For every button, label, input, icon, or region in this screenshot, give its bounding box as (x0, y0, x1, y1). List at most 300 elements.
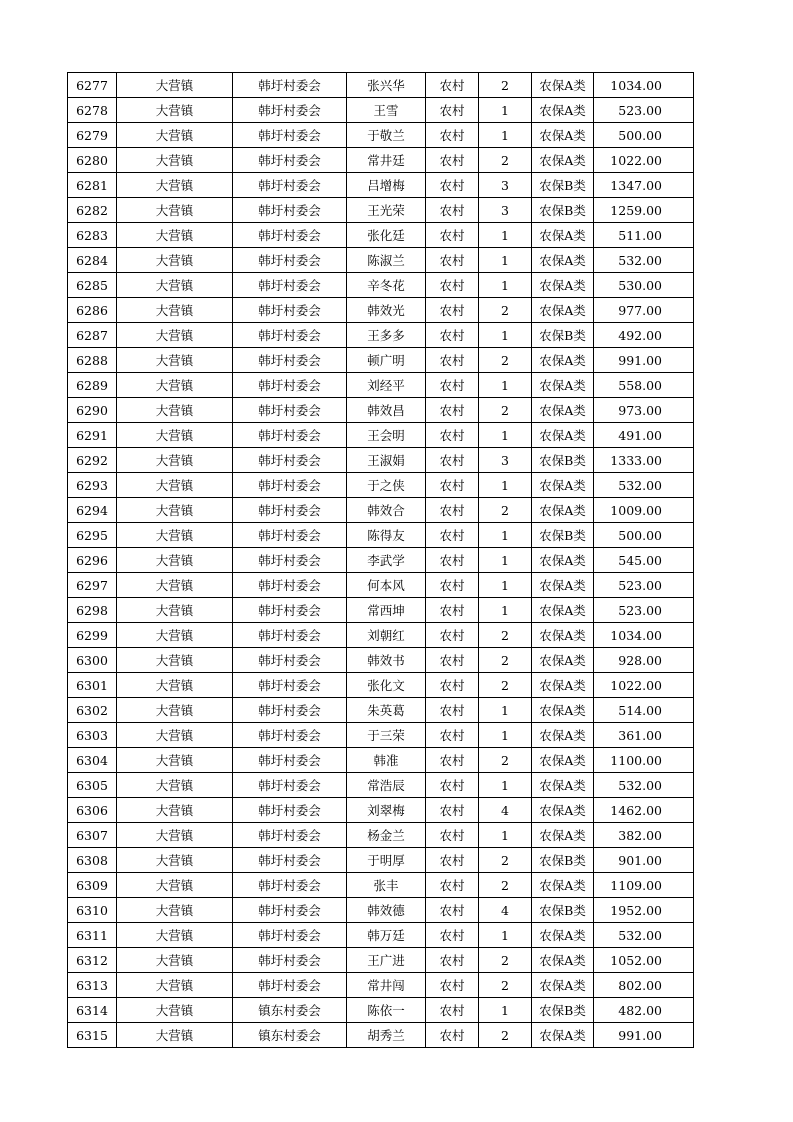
town-cell: 大营镇 (117, 223, 233, 248)
village-committee-cell: 韩圩村委会 (233, 573, 347, 598)
town-cell: 大营镇 (117, 448, 233, 473)
category-cell: 农保A类 (532, 398, 594, 423)
village-committee-cell: 韩圩村委会 (233, 873, 347, 898)
village-committee-cell: 韩圩村委会 (233, 373, 347, 398)
amount-cell: 523.00 (594, 573, 694, 598)
household-type-cell: 农村 (426, 98, 479, 123)
person-count-cell: 4 (479, 798, 532, 823)
name-cell: 辛冬花 (347, 273, 426, 298)
household-type-cell: 农村 (426, 248, 479, 273)
town-cell: 大营镇 (117, 148, 233, 173)
person-count-cell: 1 (479, 473, 532, 498)
town-cell: 大营镇 (117, 98, 233, 123)
category-cell: 农保A类 (532, 773, 594, 798)
village-committee-cell: 韩圩村委会 (233, 623, 347, 648)
category-cell: 农保A类 (532, 823, 594, 848)
name-cell: 韩效合 (347, 498, 426, 523)
name-cell: 张化廷 (347, 223, 426, 248)
row-number-cell: 6290 (68, 398, 117, 423)
table-row (68, 548, 694, 573)
amount-cell: 1347.00 (594, 173, 694, 198)
person-count-cell: 2 (479, 648, 532, 673)
household-type-cell: 农村 (426, 723, 479, 748)
row-number-cell: 6306 (68, 798, 117, 823)
household-type-cell: 农村 (426, 423, 479, 448)
row-number-cell: 6280 (68, 148, 117, 173)
household-type-cell: 农村 (426, 298, 479, 323)
category-cell: 农保B类 (532, 198, 594, 223)
village-committee-cell: 韩圩村委会 (233, 848, 347, 873)
person-count-cell: 1 (479, 423, 532, 448)
town-cell: 大营镇 (117, 273, 233, 298)
person-count-cell: 1 (479, 523, 532, 548)
name-cell: 刘经平 (347, 373, 426, 398)
name-cell: 韩效光 (347, 298, 426, 323)
household-type-cell: 农村 (426, 373, 479, 398)
town-cell: 大营镇 (117, 673, 233, 698)
town-cell: 大营镇 (117, 923, 233, 948)
amount-cell: 382.00 (594, 823, 694, 848)
person-count-cell: 1 (479, 248, 532, 273)
person-count-cell: 4 (479, 898, 532, 923)
town-cell: 大营镇 (117, 598, 233, 623)
village-committee-cell: 韩圩村委会 (233, 323, 347, 348)
row-number-cell: 6298 (68, 598, 117, 623)
person-count-cell: 3 (479, 198, 532, 223)
village-committee-cell: 韩圩村委会 (233, 698, 347, 723)
village-committee-cell: 韩圩村委会 (233, 773, 347, 798)
village-committee-cell: 韩圩村委会 (233, 898, 347, 923)
village-committee-cell: 韩圩村委会 (233, 973, 347, 998)
table-row (68, 123, 694, 148)
category-cell: 农保A类 (532, 798, 594, 823)
amount-cell: 977.00 (594, 298, 694, 323)
name-cell: 朱英葛 (347, 698, 426, 723)
table-body (68, 73, 694, 1048)
household-type-cell: 农村 (426, 473, 479, 498)
name-cell: 韩效德 (347, 898, 426, 923)
row-number-cell: 6297 (68, 573, 117, 598)
table-row (68, 148, 694, 173)
town-cell: 大营镇 (117, 898, 233, 923)
table-row (68, 1023, 694, 1048)
village-committee-cell: 镇东村委会 (233, 998, 347, 1023)
row-number-cell: 6293 (68, 473, 117, 498)
town-cell: 大营镇 (117, 323, 233, 348)
category-cell: 农保A类 (532, 498, 594, 523)
name-cell: 陈得友 (347, 523, 426, 548)
amount-cell: 1100.00 (594, 748, 694, 773)
town-cell: 大营镇 (117, 848, 233, 873)
amount-cell: 1109.00 (594, 873, 694, 898)
amount-cell: 492.00 (594, 323, 694, 348)
name-cell: 王淑娟 (347, 448, 426, 473)
amount-cell: 500.00 (594, 123, 694, 148)
person-count-cell: 1 (479, 723, 532, 748)
row-number-cell: 6287 (68, 323, 117, 348)
row-number-cell: 6301 (68, 673, 117, 698)
person-count-cell: 1 (479, 373, 532, 398)
village-committee-cell: 韩圩村委会 (233, 173, 347, 198)
person-count-cell: 1 (479, 223, 532, 248)
category-cell: 农保A类 (532, 723, 594, 748)
amount-cell: 545.00 (594, 548, 694, 573)
amount-cell: 1034.00 (594, 623, 694, 648)
town-cell: 大营镇 (117, 198, 233, 223)
village-committee-cell: 韩圩村委会 (233, 723, 347, 748)
town-cell: 大营镇 (117, 398, 233, 423)
amount-cell: 991.00 (594, 348, 694, 373)
category-cell: 农保A类 (532, 1023, 594, 1048)
village-committee-cell: 韩圩村委会 (233, 948, 347, 973)
category-cell: 农保A类 (532, 673, 594, 698)
row-number-cell: 6310 (68, 898, 117, 923)
household-type-cell: 农村 (426, 73, 479, 98)
town-cell: 大营镇 (117, 248, 233, 273)
person-count-cell: 2 (479, 298, 532, 323)
town-cell: 大营镇 (117, 798, 233, 823)
person-count-cell: 2 (479, 673, 532, 698)
name-cell: 张丰 (347, 873, 426, 898)
category-cell: 农保A类 (532, 148, 594, 173)
category-cell: 农保B类 (532, 848, 594, 873)
name-cell: 刘翠梅 (347, 798, 426, 823)
town-cell: 大营镇 (117, 698, 233, 723)
town-cell: 大营镇 (117, 548, 233, 573)
village-committee-cell: 韩圩村委会 (233, 823, 347, 848)
category-cell: 农保A类 (532, 223, 594, 248)
amount-cell: 1259.00 (594, 198, 694, 223)
amount-cell: 532.00 (594, 773, 694, 798)
village-committee-cell: 韩圩村委会 (233, 198, 347, 223)
person-count-cell: 1 (479, 273, 532, 298)
table-row (68, 798, 694, 823)
row-number-cell: 6285 (68, 273, 117, 298)
household-type-cell: 农村 (426, 898, 479, 923)
category-cell: 农保A类 (532, 98, 594, 123)
table-row (68, 173, 694, 198)
table-row (68, 698, 694, 723)
village-committee-cell: 韩圩村委会 (233, 548, 347, 573)
amount-cell: 532.00 (594, 248, 694, 273)
table-row (68, 973, 694, 998)
row-number-cell: 6277 (68, 73, 117, 98)
table-row (68, 423, 694, 448)
table-row (68, 523, 694, 548)
amount-cell: 523.00 (594, 598, 694, 623)
table-row (68, 998, 694, 1023)
category-cell: 农保A类 (532, 873, 594, 898)
person-count-cell: 2 (479, 623, 532, 648)
household-type-cell: 农村 (426, 623, 479, 648)
name-cell: 于之侠 (347, 473, 426, 498)
table-row (68, 648, 694, 673)
table-row (68, 948, 694, 973)
row-number-cell: 6288 (68, 348, 117, 373)
data-table (67, 72, 694, 1048)
village-committee-cell: 韩圩村委会 (233, 523, 347, 548)
row-number-cell: 6296 (68, 548, 117, 573)
town-cell: 大营镇 (117, 723, 233, 748)
village-committee-cell: 韩圩村委会 (233, 648, 347, 673)
name-cell: 王多多 (347, 323, 426, 348)
name-cell: 常浩辰 (347, 773, 426, 798)
table-row (68, 448, 694, 473)
amount-cell: 1009.00 (594, 498, 694, 523)
amount-cell: 532.00 (594, 923, 694, 948)
village-committee-cell: 韩圩村委会 (233, 248, 347, 273)
name-cell: 于明厚 (347, 848, 426, 873)
amount-cell: 361.00 (594, 723, 694, 748)
category-cell: 农保A类 (532, 623, 594, 648)
table-row (68, 198, 694, 223)
table-row (68, 598, 694, 623)
household-type-cell: 农村 (426, 823, 479, 848)
village-committee-cell: 韩圩村委会 (233, 423, 347, 448)
category-cell: 农保A类 (532, 123, 594, 148)
town-cell: 大营镇 (117, 648, 233, 673)
row-number-cell: 6292 (68, 448, 117, 473)
person-count-cell: 2 (479, 848, 532, 873)
category-cell: 农保A类 (532, 573, 594, 598)
row-number-cell: 6308 (68, 848, 117, 873)
amount-cell: 1462.00 (594, 798, 694, 823)
table-row (68, 473, 694, 498)
town-cell: 大营镇 (117, 498, 233, 523)
household-type-cell: 农村 (426, 998, 479, 1023)
category-cell: 农保B类 (532, 448, 594, 473)
person-count-cell: 2 (479, 1023, 532, 1048)
category-cell: 农保A类 (532, 248, 594, 273)
amount-cell: 1952.00 (594, 898, 694, 923)
row-number-cell: 6304 (68, 748, 117, 773)
person-count-cell: 1 (479, 598, 532, 623)
town-cell: 大营镇 (117, 73, 233, 98)
amount-cell: 901.00 (594, 848, 694, 873)
village-committee-cell: 韩圩村委会 (233, 748, 347, 773)
household-type-cell: 农村 (426, 973, 479, 998)
category-cell: 农保B类 (532, 998, 594, 1023)
amount-cell: 530.00 (594, 273, 694, 298)
person-count-cell: 2 (479, 973, 532, 998)
row-number-cell: 6286 (68, 298, 117, 323)
household-type-cell: 农村 (426, 923, 479, 948)
row-number-cell: 6294 (68, 498, 117, 523)
village-committee-cell: 韩圩村委会 (233, 298, 347, 323)
village-committee-cell: 镇东村委会 (233, 1023, 347, 1048)
amount-cell: 558.00 (594, 373, 694, 398)
household-type-cell: 农村 (426, 748, 479, 773)
town-cell: 大营镇 (117, 298, 233, 323)
person-count-cell: 1 (479, 548, 532, 573)
household-type-cell: 农村 (426, 648, 479, 673)
category-cell: 农保A类 (532, 373, 594, 398)
household-type-cell: 农村 (426, 1023, 479, 1048)
town-cell: 大营镇 (117, 823, 233, 848)
household-type-cell: 农村 (426, 348, 479, 373)
household-type-cell: 农村 (426, 323, 479, 348)
person-count-cell: 1 (479, 773, 532, 798)
household-type-cell: 农村 (426, 598, 479, 623)
village-committee-cell: 韩圩村委会 (233, 98, 347, 123)
category-cell: 农保A类 (532, 273, 594, 298)
village-committee-cell: 韩圩村委会 (233, 673, 347, 698)
town-cell: 大营镇 (117, 573, 233, 598)
amount-cell: 482.00 (594, 998, 694, 1023)
table-row (68, 348, 694, 373)
household-type-cell: 农村 (426, 573, 479, 598)
household-type-cell: 农村 (426, 773, 479, 798)
town-cell: 大营镇 (117, 348, 233, 373)
row-number-cell: 6302 (68, 698, 117, 723)
amount-cell: 532.00 (594, 473, 694, 498)
town-cell: 大营镇 (117, 473, 233, 498)
town-cell: 大营镇 (117, 123, 233, 148)
household-type-cell: 农村 (426, 498, 479, 523)
amount-cell: 1022.00 (594, 673, 694, 698)
name-cell: 陈依一 (347, 998, 426, 1023)
name-cell: 陈淑兰 (347, 248, 426, 273)
category-cell: 农保B类 (532, 898, 594, 923)
row-number-cell: 6309 (68, 873, 117, 898)
village-committee-cell: 韩圩村委会 (233, 273, 347, 298)
row-number-cell: 6312 (68, 948, 117, 973)
name-cell: 张化文 (347, 673, 426, 698)
amount-cell: 802.00 (594, 973, 694, 998)
row-number-cell: 6300 (68, 648, 117, 673)
village-committee-cell: 韩圩村委会 (233, 473, 347, 498)
town-cell: 大营镇 (117, 873, 233, 898)
amount-cell: 511.00 (594, 223, 694, 248)
row-number-cell: 6315 (68, 1023, 117, 1048)
household-type-cell: 农村 (426, 148, 479, 173)
table-row (68, 373, 694, 398)
household-type-cell: 农村 (426, 523, 479, 548)
amount-cell: 973.00 (594, 398, 694, 423)
town-cell: 大营镇 (117, 373, 233, 398)
person-count-cell: 1 (479, 98, 532, 123)
village-committee-cell: 韩圩村委会 (233, 448, 347, 473)
row-number-cell: 6281 (68, 173, 117, 198)
table-row (68, 573, 694, 598)
name-cell: 杨金兰 (347, 823, 426, 848)
household-type-cell: 农村 (426, 548, 479, 573)
table-row (68, 323, 694, 348)
row-number-cell: 6291 (68, 423, 117, 448)
household-type-cell: 农村 (426, 948, 479, 973)
town-cell: 大营镇 (117, 1023, 233, 1048)
town-cell: 大营镇 (117, 948, 233, 973)
town-cell: 大营镇 (117, 623, 233, 648)
row-number-cell: 6299 (68, 623, 117, 648)
row-number-cell: 6278 (68, 98, 117, 123)
table-row (68, 298, 694, 323)
town-cell: 大营镇 (117, 173, 233, 198)
amount-cell: 491.00 (594, 423, 694, 448)
row-number-cell: 6279 (68, 123, 117, 148)
household-type-cell: 农村 (426, 698, 479, 723)
person-count-cell: 1 (479, 323, 532, 348)
row-number-cell: 6305 (68, 773, 117, 798)
town-cell: 大营镇 (117, 748, 233, 773)
category-cell: 农保B类 (532, 173, 594, 198)
row-number-cell: 6303 (68, 723, 117, 748)
amount-cell: 991.00 (594, 1023, 694, 1048)
household-type-cell: 农村 (426, 173, 479, 198)
person-count-cell: 1 (479, 573, 532, 598)
table-row (68, 498, 694, 523)
amount-cell: 1022.00 (594, 148, 694, 173)
person-count-cell: 2 (479, 873, 532, 898)
name-cell: 于敬兰 (347, 123, 426, 148)
person-count-cell: 2 (479, 348, 532, 373)
village-committee-cell: 韩圩村委会 (233, 148, 347, 173)
household-type-cell: 农村 (426, 848, 479, 873)
table-row (68, 923, 694, 948)
name-cell: 王广进 (347, 948, 426, 973)
village-committee-cell: 韩圩村委会 (233, 348, 347, 373)
table-row (68, 273, 694, 298)
amount-cell: 1333.00 (594, 448, 694, 473)
name-cell: 王光荣 (347, 198, 426, 223)
row-number-cell: 6311 (68, 923, 117, 948)
name-cell: 韩万廷 (347, 923, 426, 948)
table-row (68, 823, 694, 848)
name-cell: 刘朝红 (347, 623, 426, 648)
table-row (68, 723, 694, 748)
row-number-cell: 6283 (68, 223, 117, 248)
person-count-cell: 2 (479, 148, 532, 173)
town-cell: 大营镇 (117, 773, 233, 798)
table-row (68, 673, 694, 698)
table-row (68, 748, 694, 773)
table-row (68, 73, 694, 98)
name-cell: 常西坤 (347, 598, 426, 623)
village-committee-cell: 韩圩村委会 (233, 598, 347, 623)
category-cell: 农保A类 (532, 348, 594, 373)
table-row (68, 223, 694, 248)
household-type-cell: 农村 (426, 398, 479, 423)
row-number-cell: 6313 (68, 973, 117, 998)
village-committee-cell: 韩圩村委会 (233, 223, 347, 248)
table-row (68, 873, 694, 898)
category-cell: 农保A类 (532, 648, 594, 673)
village-committee-cell: 韩圩村委会 (233, 123, 347, 148)
table-row (68, 398, 694, 423)
row-number-cell: 6282 (68, 198, 117, 223)
person-count-cell: 1 (479, 823, 532, 848)
category-cell: 农保A类 (532, 948, 594, 973)
amount-cell: 928.00 (594, 648, 694, 673)
category-cell: 农保A类 (532, 748, 594, 773)
amount-cell: 500.00 (594, 523, 694, 548)
name-cell: 韩准 (347, 748, 426, 773)
person-count-cell: 3 (479, 448, 532, 473)
row-number-cell: 6289 (68, 373, 117, 398)
name-cell: 常井廷 (347, 148, 426, 173)
household-type-cell: 农村 (426, 673, 479, 698)
household-type-cell: 农村 (426, 223, 479, 248)
row-number-cell: 6295 (68, 523, 117, 548)
amount-cell: 1034.00 (594, 73, 694, 98)
category-cell: 农保A类 (532, 298, 594, 323)
person-count-cell: 1 (479, 123, 532, 148)
name-cell: 韩效昌 (347, 398, 426, 423)
town-cell: 大营镇 (117, 423, 233, 448)
name-cell: 常井闯 (347, 973, 426, 998)
table-row (68, 623, 694, 648)
table-row (68, 248, 694, 273)
